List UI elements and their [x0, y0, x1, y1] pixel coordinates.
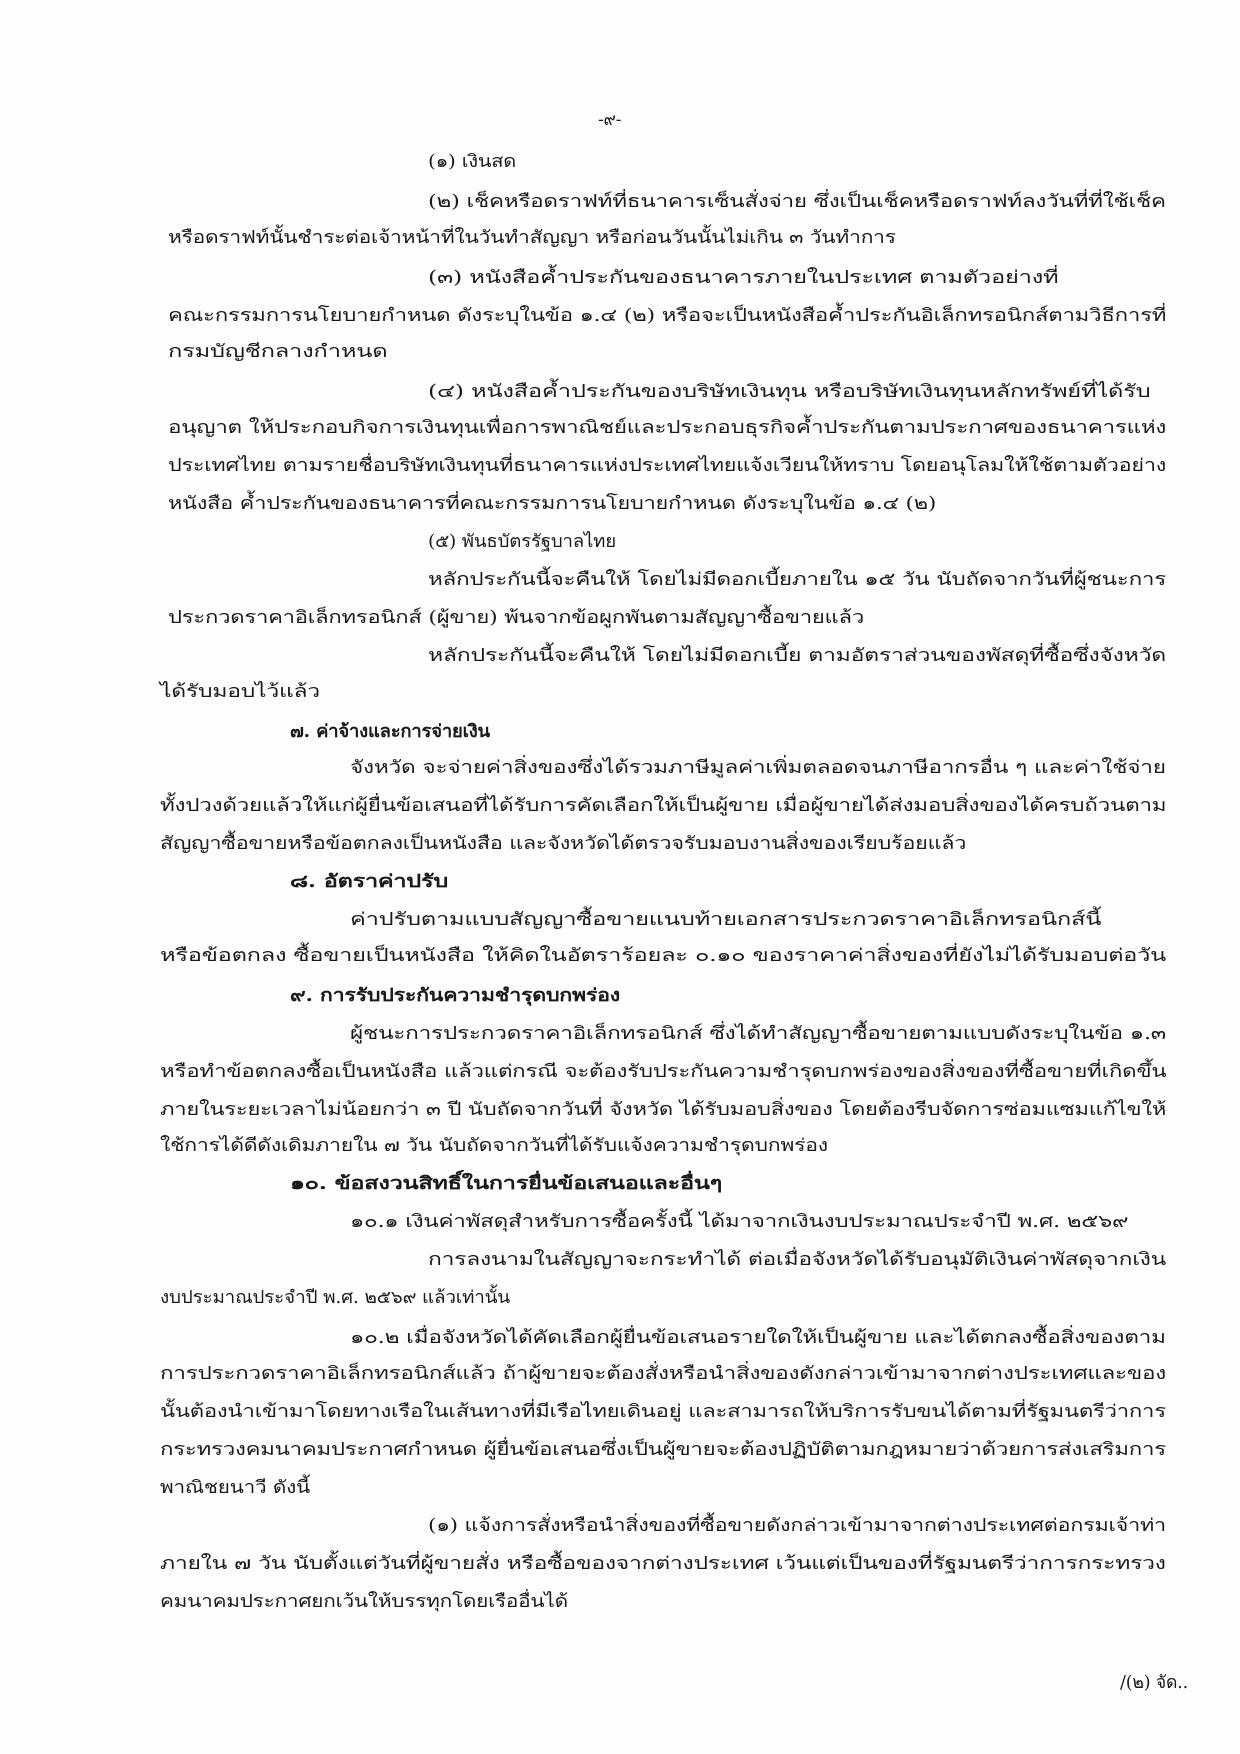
text-line: ทั้งปวงด้วยแล้วให้แก่ผู้ยื่นข้อเสนอที่ได้รับการคัดเลือกให้เป็นผู้ขาย เมื่อผู้ขายได้ส่งมอบสิ่งของได้ครบถ้วนตาม [160, 796, 1167, 816]
text-line: การลงนามในสัญญาจะกระทำได้ ต่อเมื่อจังหวัดได้รับอนุมัติเงินค่าพัสดุจากเงิน [428, 1250, 1167, 1270]
text-line: อนุญาต ให้ประกอบกิจการเงินทุนเพื่อการพาณิชย์และประกอบธุรกิจค้ำประกันตามประกาศของธนาคารแห่ง [168, 418, 1167, 438]
page-number: -๙- [598, 110, 622, 130]
section-heading: ๑๐. ข้อสงวนสิทธิ์ในการยื่นข้อเสนอและอื่นๆ [290, 1173, 723, 1194]
text-line: ใช้การได้ดีดังเดิมภายใน ๗ วัน นับถัดจากวันที่ได้รับแจ้งความชำรุดบกพร่อง [160, 1136, 828, 1156]
text-line: หนังสือ ค้ำประกันของธนาคารที่คณะกรรมการนโยบายกำหนด ดังระบุในข้อ ๑.๔ (๒) [168, 494, 937, 514]
text-line: (๓) หนังสือค้ำประกันของธนาคารภายในประเทศ ตามตัวอย่างที่ [428, 268, 1059, 288]
text-line: (๔) หนังสือค้ำประกันของบริษัทเงินทุน หรือบริษัทเงินทุนหลักทรัพย์ที่ได้รับ [428, 382, 1151, 402]
text-line: (๕) พันธบัตรรัฐบาลไทย [428, 532, 616, 552]
text-line: นั้นต้องนำเข้ามาโดยทางเรือในเส้นทางที่มีเรือไทยเดินอยู่ และสามารถให้บริการรับขนได้ตามที่รัฐมนตรีว่าการ [160, 1402, 1166, 1422]
text-line: ผู้ชนะการประกวดราคาอิเล็กทรอนิกส์ ซึ่งได้ทำสัญญาซื้อขายตามแบบดังระบุในข้อ ๑.๓ [350, 1024, 1166, 1044]
text-line: พาณิชยนาวี ดังนี้ [160, 1478, 310, 1498]
text-line: (๑) เงินสด [428, 152, 517, 172]
text-line: คณะกรรมการนโยบายกำหนด ดังระบุในข้อ ๑.๔ (๒) หรือจะเป็นหนังสือค้ำประกันอิเล็กทรอนิกส์ตามวิธีการที่ [168, 306, 1167, 326]
text-line: ประกวดราคาอิเล็กทรอนิกส์ (ผู้ขาย) พ้นจากข้อผูกพันตามสัญญาซื้อขายแล้ว [168, 608, 864, 628]
text-line: การประกวดราคาอิเล็กทรอนิกส์แล้ว ถ้าผู้ขายจะต้องสั่งหรือนำสิ่งของดังกล่าวเข้ามาจากต่างประเทศและของ [160, 1364, 1166, 1384]
text-line: ค่าปรับตามแบบสัญญาซื้อขายแนบท้ายเอกสารประกวดราคาอิเล็กทรอนิกส์นี้ [350, 910, 1102, 930]
text-line: ภายใน ๗ วัน นับตั้งแต่วันที่ผู้ขายสั่ง หรือซื้อของจากต่างประเทศ เว้นแต่เป็นของที่รัฐมนตรีว่าการกระทรวง [160, 1554, 1166, 1574]
text-line: ๑๐.๑ เงินค่าพัสดุสำหรับการซื้อครั้งนี้ ได้มาจากเงินงบประมาณประจำปี พ.ศ. ๒๕๖๙ [350, 1212, 1129, 1232]
section-heading: ๙. การรับประกันความชำรุดบกพร่อง [290, 985, 620, 1006]
text-line: (๒) เช็คหรือดราฟท์ที่ธนาคารเซ็นสั่งจ่าย ซึ่งเป็นเช็คหรือดราฟท์ลงวันที่ที่ใช้เช็ค [428, 192, 1166, 212]
text-line: ๑๐.๒ เมื่อจังหวัดได้คัดเลือกผู้ยื่นข้อเสนอรายใดให้เป็นผู้ขาย และได้ตกลงซื้อสิ่งของตาม [350, 1328, 1166, 1348]
text-line: งบประมาณประจำปี พ.ศ. ๒๕๖๙ แล้วเท่านั้น [160, 1288, 511, 1308]
text-line: ประเทศไทย ตามรายชื่อบริษัทเงินทุนที่ธนาคารแห่งประเทศไทยแจ้งเวียนให้ทราบ โดยอนุโลมให้ใช้ตามตัวอย่าง [168, 456, 1167, 476]
text-line: จังหวัด จะจ่ายค่าสิ่งของซึ่งได้รวมภาษีมูลค่าเพิ่มตลอดจนภาษีอากรอื่น ๆ และค่าใช้จ่าย [350, 758, 1166, 778]
section-heading: ๘. อัตราค่าปรับ [290, 871, 449, 892]
text-line: หรือดราฟท์นั้นชำระต่อเจ้าหน้าที่ในวันทำสัญญา หรือก่อนวันนั้นไม่เกิน ๓ วันทำการ [168, 228, 896, 248]
text-line: (๑) แจ้งการสั่งหรือนำสิ่งของที่ซื้อขายดังกล่าวเข้ามาจากต่างประเทศต่อกรมเจ้าท่า [428, 1516, 1166, 1536]
text-line: กรมบัญชีกลางกำหนด [168, 342, 388, 362]
text-line: หลักประกันนี้จะคืนให้ โดยไม่มีดอกเบี้ย ตามอัตราส่วนของพัสดุที่ซื้อซึ่งจังหวัด [428, 646, 1167, 666]
text-line: สัญญาซื้อขายหรือข้อตกลงเป็นหนังสือ และจังหวัดได้ตรวจรับมอบงานสิ่งของเรียบร้อยแล้ว [160, 834, 967, 854]
text-line: กระทรวงคมนาคมประกาศกำหนด ผู้ยื่นข้อเสนอซึ่งเป็นผู้ขายจะต้องปฏิบัติตามกฎหมายว่าด้วยการส่งเสริมการ [160, 1440, 1166, 1460]
text-line: ภายในระยะเวลาไม่น้อยกว่า ๓ ปี นับถัดจากวันที่ จังหวัด ได้รับมอบสิ่งของ โดยต้องรีบจัดการซ่อมแซมแก้ไขให้ [160, 1100, 1167, 1120]
continuation-marker: /(๒) จัด.. [1120, 1673, 1188, 1693]
text-line: หรือข้อตกลง ซื้อขายเป็นหนังสือ ให้คิดในอัตราร้อยละ ๐.๑๐ ของราคาค่าสิ่งของที่ยังไม่ได้รับมอบต่อวัน [160, 946, 1167, 966]
text-line: ได้รับมอบไว้แล้ว [160, 682, 320, 702]
text-line: หรือทำข้อตกลงซื้อเป็นหนังสือ แล้วแต่กรณี จะต้องรับประกันความชำรุดบกพร่องของสิ่งของที่ซื้อขายที่เกิดขึ้น [160, 1062, 1167, 1082]
section-heading: ๗. ค่าจ้างและการจ่ายเงิน [290, 721, 490, 742]
text-line: หลักประกันนี้จะคืนให้ โดยไม่มีดอกเบี้ยภายใน ๑๕ วัน นับถัดจากวันที่ผู้ชนะการ [428, 570, 1167, 590]
text-line: คมนาคมประกาศยกเว้นให้บรรทุกโดยเรืออื่นได้ [160, 1592, 568, 1612]
